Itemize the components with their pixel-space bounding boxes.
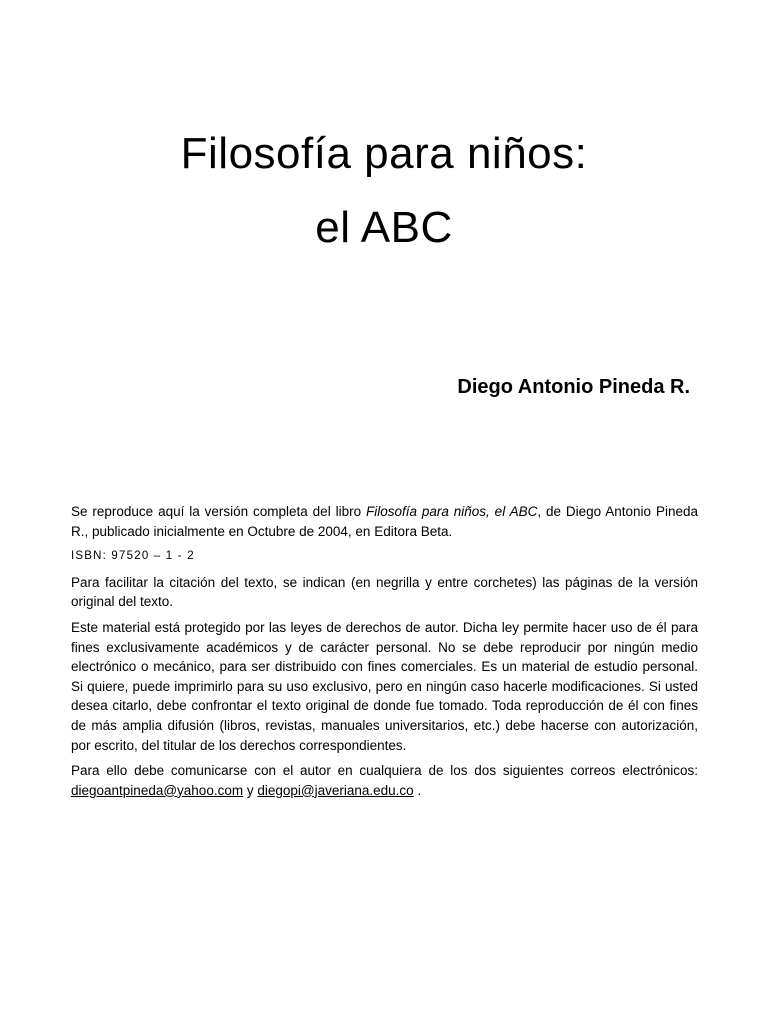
contact-text-after: . — [413, 782, 422, 798]
contact-paragraph — [71, 761, 698, 800]
contact-text-between: y — [243, 782, 258, 798]
citation-note: Para facilitar la citación del texto, se indican (en negrilla y entre corchetes) las páginas de la versión original del texto. — [71, 574, 698, 610]
title-line-2: el ABC — [315, 203, 453, 252]
email-link-javeriana[interactable]: diegopi@javeriana.edu.co — [257, 782, 414, 798]
email-link-yahoo[interactable]: diegoantpineda@yahoo.com — [71, 782, 244, 798]
intro-text-before: Se reproduce aquí la versión completa del libro — [71, 504, 366, 519]
document-body — [71, 502, 698, 806]
isbn: ISBN: 97520 – 1 - 2 — [71, 550, 195, 563]
copyright-notice: Este material está protegido por las leyes de derechos de autor. Dicha ley permite hacer uso de él para fines exclusivamente académicos y de carácter personal. No se debe reproducir por ningún medio electrónico o mecánico, para ser distribuido con fines comerciales. Es un material de estudio personal. Si quiere, puede imprimirlo para su uso exclusivo, pero en ningún caso hacerle modificaciones. Si usted desea citarlo, debe confrontar el texto original de donde fue tomado. Toda reproducción de él con fines de más amplia difusión (libros, revistas, manuales universitarios, etc.) debe hacerse con autorización, por escrito, del titular de los derechos correspondientes. — [71, 619, 698, 753]
contact-text-before: Para ello debe comunicarse con el autor en cualquiera de los dos siguientes correos electrónicos: — [71, 763, 698, 779]
book-title: Filosofía para niños, el ABC — [365, 504, 538, 519]
intro-paragraph — [71, 502, 698, 541]
intro-text-after: , de Diego Antonio Pineda R., publicado inicialmente en Octubre de 2004, en Editora Beta. — [71, 504, 698, 539]
author-name: Diego Antonio Pineda R. — [457, 376, 690, 398]
title-line-1: Filosofía para niños: — [180, 129, 588, 178]
